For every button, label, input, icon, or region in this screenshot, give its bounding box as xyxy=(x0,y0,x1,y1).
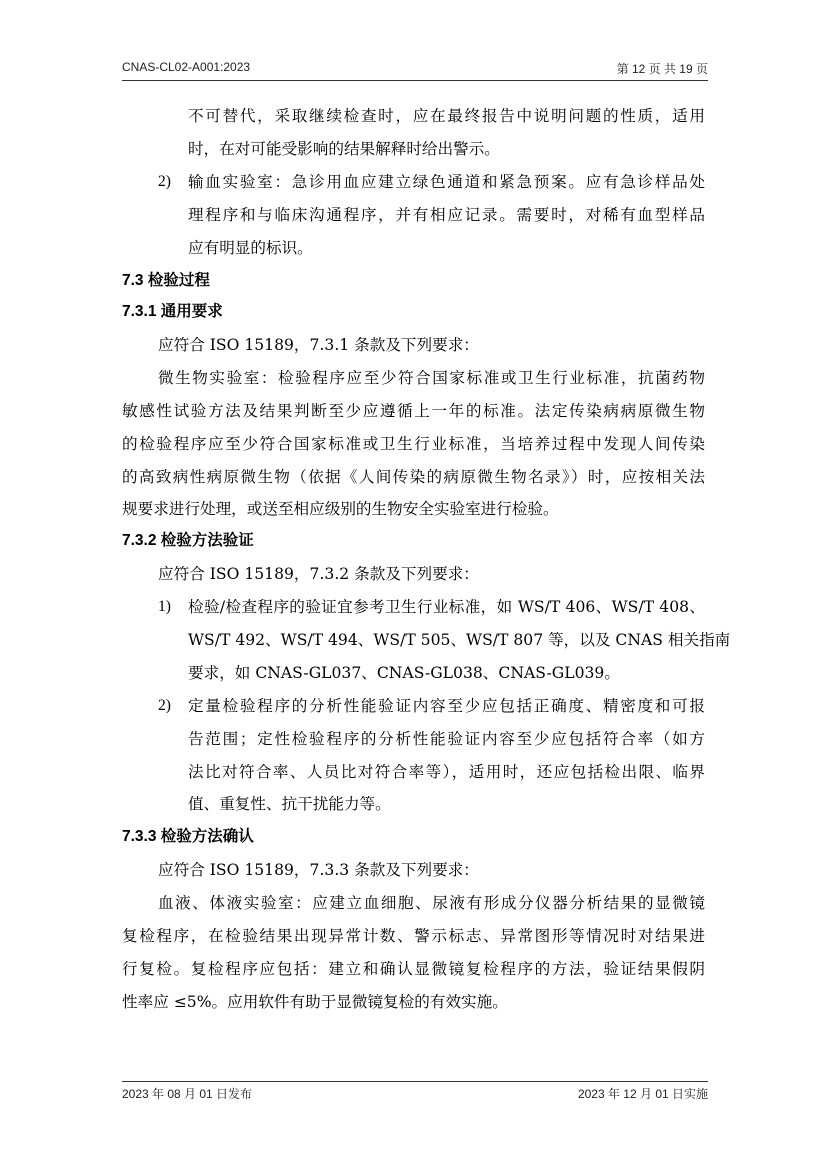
text-line: 应符合 ISO 15189，7.3.1 条款及下列要求： xyxy=(158,336,479,354)
header-rule xyxy=(122,80,708,81)
text-line: 的高致病性病原微生物（依据《人间传染的病原微生物名录》）时，应按相关法 xyxy=(122,468,705,486)
text-line: 应符合 ISO 15189，7.3.3 条款及下列要求： xyxy=(158,861,479,879)
text-line: WS/T 492、WS/T 494、WS/T 505、WS/T 807 等，以及 CNAS 相关指南 xyxy=(188,631,731,649)
text-line: 行复检。复检程序应包括：建立和确认显微镜复检程序的方法，验证结果假阴 xyxy=(122,960,705,978)
text-line: 不可替代，采取继续检查时，应在最终报告中说明问题的性质，适用 xyxy=(188,107,705,125)
text-line: 的检验程序应至少符合国家标准或卫生行业标准，当培养过程中发现人间传染 xyxy=(122,435,705,453)
header-page-info: 第 12 页 共 19 页 xyxy=(616,62,708,76)
text-line: 应有明显的标识。 xyxy=(188,239,313,257)
text-line: 应符合 ISO 15189，7.3.2 条款及下列要求： xyxy=(158,565,479,583)
list-number: 1) xyxy=(158,598,171,615)
text-line: 告范围；定性检验程序的分析性能验证内容至少应包括符合率（如方 xyxy=(188,730,705,748)
section-heading: 7.3.1 通用要求 xyxy=(122,303,223,320)
header-doc-id: CNAS-CL02-A001:2023 xyxy=(122,60,251,74)
text-line: 规要求进行处理，或送至相应级别的生物安全实验室进行检验。 xyxy=(122,500,559,518)
text-line: 理程序和与临床沟通程序，并有相应记录。需要时，对稀有血型样品 xyxy=(188,206,705,224)
text-line: 输血实验室：急诊用血应建立绿色通道和紧急预案。应有急诊样品处 xyxy=(188,173,705,191)
text-line: 检验/检查程序的验证宜参考卫生行业标准，如 WS/T 406、WS/T 408、 xyxy=(188,598,705,616)
section-heading: 7.3.3 检验方法确认 xyxy=(122,828,254,845)
footer-publish-date: 2023 年 08 月 01 日发布 xyxy=(122,1087,253,1101)
text-line: 血液、体液实验室：应建立血细胞、尿液有形成分仪器分析结果的显微镜 xyxy=(158,894,705,912)
section-heading: 7.3 检验过程 xyxy=(122,272,210,289)
text-line: 复检程序，在检验结果出现异常计数、警示标志、异常图形等情况时对结果进 xyxy=(122,927,705,945)
text-line: 微生物实验室：检验程序应至少符合国家标准或卫生行业标准，抗菌药物 xyxy=(158,369,705,387)
list-number: 2) xyxy=(158,697,171,714)
text-line: 性率应 ≤5%。应用软件有助于显微镜复检的有效实施。 xyxy=(122,993,508,1011)
text-line: 法比对符合率、人员比对符合率等），适用时，还应包括检出限、临界 xyxy=(188,763,705,781)
footer-rule xyxy=(122,1081,708,1082)
text-line: 敏感性试验方法及结果判断至少应遵循上一年的标准。法定传染病病原微生物 xyxy=(122,402,705,420)
footer-effective-date: 2023 年 12 月 01 日实施 xyxy=(577,1087,708,1101)
section-heading: 7.3.2 检验方法验证 xyxy=(122,532,254,549)
text-line: 定量检验程序的分析性能验证内容至少应包括正确度、精密度和可报 xyxy=(188,697,705,715)
list-number: 2) xyxy=(158,173,171,190)
text-line: 要求，如 CNAS-GL037、CNAS-GL038、CNAS-GL039。 xyxy=(188,664,620,682)
text-line: 时，在对可能受影响的结果解释时给出警示。 xyxy=(188,140,500,158)
text-line: 值、重复性、抗干扰能力等。 xyxy=(188,795,391,813)
